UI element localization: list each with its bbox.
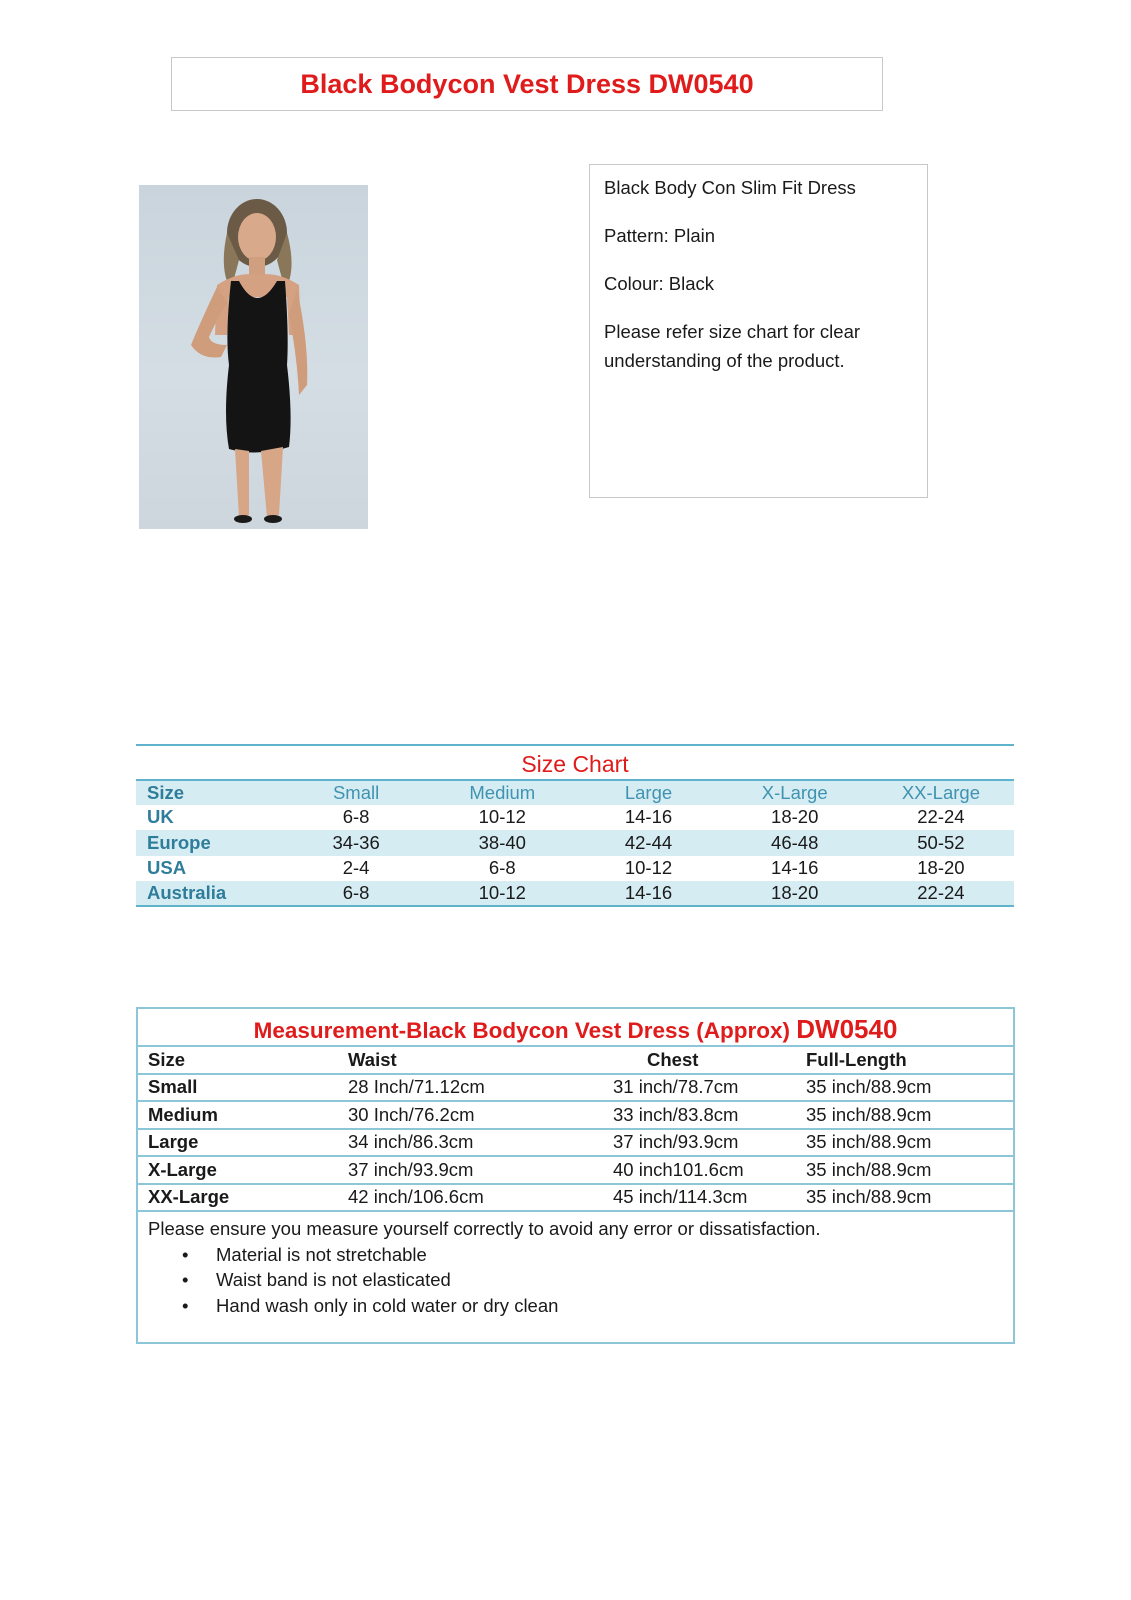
measurement-waist: 34 inch/86.3cm	[348, 1131, 474, 1153]
measurement-chest: 33 inch/83.8cm	[613, 1103, 739, 1125]
measurement-waist: 28 Inch/71.12cm	[348, 1076, 485, 1098]
size-chart-row-uk	[136, 805, 1014, 831]
measurement-full-length: 35 inch/88.9cm	[806, 1103, 932, 1125]
size-chart-cell: 10-12	[478, 881, 526, 903]
size-chart-row-label: Australia	[147, 881, 227, 903]
care-item-text: Hand wash only in cold water or dry clean	[216, 1294, 559, 1316]
measurement-waist: 30 Inch/76.2cm	[348, 1103, 475, 1125]
measurement-row-x-large	[138, 1157, 1013, 1185]
size-chart-cell: 38-40	[478, 831, 526, 853]
title-box	[171, 57, 883, 111]
measurement-full-length: 35 inch/88.9cm	[806, 1131, 932, 1153]
measurement-size: XX-Large	[148, 1186, 230, 1208]
size-chart-row-australia	[136, 881, 1014, 907]
size-chart-header-cell: Medium	[469, 781, 536, 803]
size-chart-header-row	[136, 779, 1014, 805]
measurement-header-row	[138, 1047, 1013, 1075]
size-chart-cell: 10-12	[624, 857, 673, 879]
size-chart-header-cell: XX-Large	[901, 781, 980, 803]
product-photo	[139, 185, 368, 529]
measurement-size: Large	[148, 1131, 199, 1153]
measurement-table	[136, 1007, 1015, 1344]
measurement-row-large	[138, 1130, 1013, 1158]
size-chart	[136, 744, 1014, 907]
size-chart-cell: 10-12	[478, 806, 526, 828]
care-item-text: Material is not stretchable	[216, 1243, 427, 1265]
size-chart-title: Size Chart	[521, 751, 629, 777]
size-chart-cell: 22-24	[917, 806, 965, 828]
size-chart-row-europe	[136, 830, 1014, 856]
measurement-row-medium	[138, 1102, 1013, 1130]
size-chart-cell: 2-4	[342, 857, 370, 879]
measurement-header-size: Size	[148, 1048, 186, 1070]
care-list-item	[182, 1242, 1003, 1268]
desc-line-name: Black Body Con Slim Fit Dress	[604, 177, 856, 198]
model-illustration	[139, 185, 368, 529]
size-chart-cell: 34-36	[332, 831, 380, 853]
product-description	[589, 164, 928, 498]
size-chart-header-cell: Small	[332, 781, 380, 803]
measurement-product-code: DW0540	[796, 1014, 898, 1044]
bullet-icon: •	[182, 1269, 189, 1290]
size-chart-row-usa	[136, 856, 1014, 882]
measurement-row-small	[138, 1075, 1013, 1103]
measurement-full-length: 35 inch/88.9cm	[806, 1186, 932, 1208]
measurement-header-chest: Chest	[647, 1048, 699, 1070]
measurement-chest: 45 inch/114.3cm	[613, 1186, 748, 1208]
size-chart-row-label: Europe	[147, 831, 211, 853]
size-chart-cell: 18-20	[771, 806, 819, 828]
bullet-icon: •	[182, 1294, 189, 1316]
size-chart-cell: 6-8	[342, 881, 370, 903]
measurement-waist: 42 inch/106.6cm	[348, 1186, 484, 1208]
measurement-notes	[138, 1212, 1013, 1322]
size-chart-cell: 22-24	[917, 881, 965, 903]
size-chart-cell: 6-8	[488, 857, 516, 879]
page-title: Black Bodycon Vest Dress DW0540	[300, 68, 754, 99]
size-chart-cell: 14-16	[624, 806, 673, 828]
measurement-chest: 40 inch101.6cm	[613, 1158, 744, 1180]
measurement-full-length: 35 inch/88.9cm	[806, 1158, 932, 1180]
size-chart-header-cell: Large	[624, 781, 673, 803]
size-chart-cell: 18-20	[771, 881, 819, 903]
size-chart-header-label: Size	[147, 781, 185, 803]
size-chart-cell: 46-48	[771, 831, 819, 853]
measurement-chest: 37 inch/93.9cm	[613, 1131, 739, 1153]
care-list-item	[182, 1293, 1003, 1319]
size-chart-row-label: UK	[147, 806, 174, 828]
measurement-header-full-length: Full-Length	[806, 1048, 907, 1070]
measurement-note-text: Please ensure you measure yourself correctly to avoid any error or dissatisfaction.	[148, 1218, 821, 1239]
size-chart-cell: 14-16	[624, 881, 673, 903]
size-chart-cell: 50-52	[917, 831, 965, 853]
desc-line-pattern: Pattern: Plain	[604, 225, 716, 246]
measurement-waist: 37 inch/93.9cm	[348, 1158, 474, 1180]
measurement-row-xx-large	[138, 1185, 1013, 1213]
desc-line-colour: Colour: Black	[604, 273, 715, 294]
care-item-text: Waist band is not elasticated	[216, 1269, 451, 1290]
measurement-size: Small	[148, 1076, 198, 1098]
care-list-item	[182, 1267, 1003, 1293]
size-chart-cell: 18-20	[917, 857, 965, 879]
measurement-header-waist: Waist	[348, 1048, 397, 1070]
measurement-title	[138, 1009, 1013, 1047]
size-chart-cell: 14-16	[771, 857, 819, 879]
measurement-size: X-Large	[148, 1158, 217, 1180]
size-chart-cell: 6-8	[342, 806, 370, 828]
measurement-size: Medium	[148, 1103, 218, 1125]
bullet-icon: •	[182, 1243, 189, 1265]
desc-line-note: Please refer size chart for clear understanding of the product.	[604, 321, 861, 371]
size-chart-row-label: USA	[147, 857, 187, 879]
measurement-chest: 31 inch/78.7cm	[613, 1076, 739, 1098]
care-list	[148, 1242, 1003, 1319]
size-chart-cell: 42-44	[624, 831, 673, 853]
measurement-full-length: 35 inch/88.9cm	[806, 1076, 932, 1098]
measurement-title-text: Measurement-Black Bodycon Vest Dress (Approx)	[253, 1018, 790, 1043]
size-chart-header-cell: X-Large	[761, 781, 828, 803]
